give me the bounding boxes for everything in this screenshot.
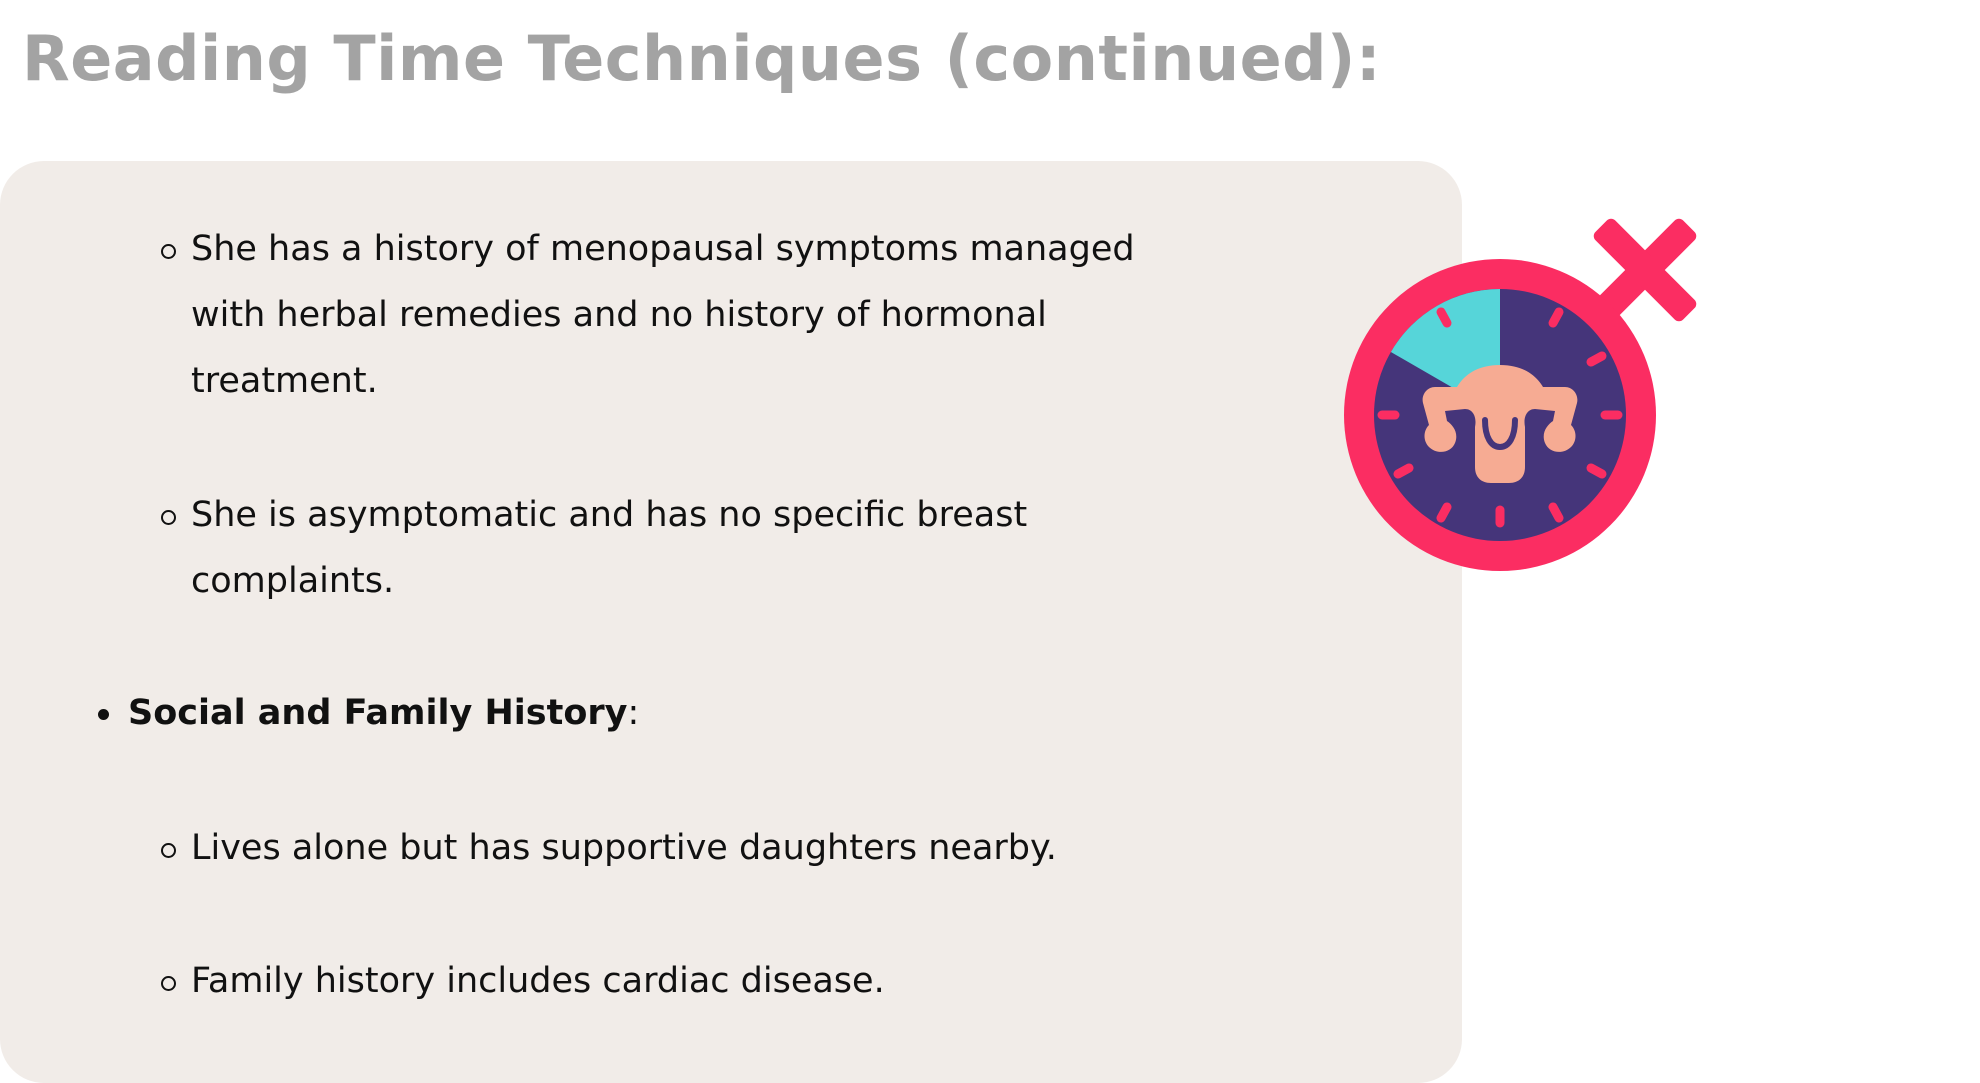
section-heading	[128, 680, 1028, 746]
section-heading-colon: :	[627, 693, 640, 733]
list-item-lives-alone: Lives alone but has supportive daughters nearby.	[191, 828, 1057, 868]
hollow-bullet-icon	[161, 843, 176, 858]
list-item-asymptomatic: She is asymptomatic and has no specific breast complaints.	[191, 495, 1028, 601]
section-heading-text: Social and Family History	[128, 693, 628, 733]
hollow-bullet-icon	[161, 244, 176, 259]
filled-bullet-icon	[98, 709, 109, 720]
female-reproductive-cycle-icon	[1335, 215, 1715, 595]
hollow-bullet-icon	[161, 976, 176, 991]
page-title: Reading Time Techniques (continued):	[22, 22, 1382, 95]
hollow-bullet-icon	[161, 510, 176, 525]
list-item-family-history: Family history includes cardiac disease.	[191, 961, 885, 1001]
list-item-menopause: She has a history of menopausal symptoms managed with herbal remedies and no history of hormonal treatment.	[191, 229, 1135, 401]
